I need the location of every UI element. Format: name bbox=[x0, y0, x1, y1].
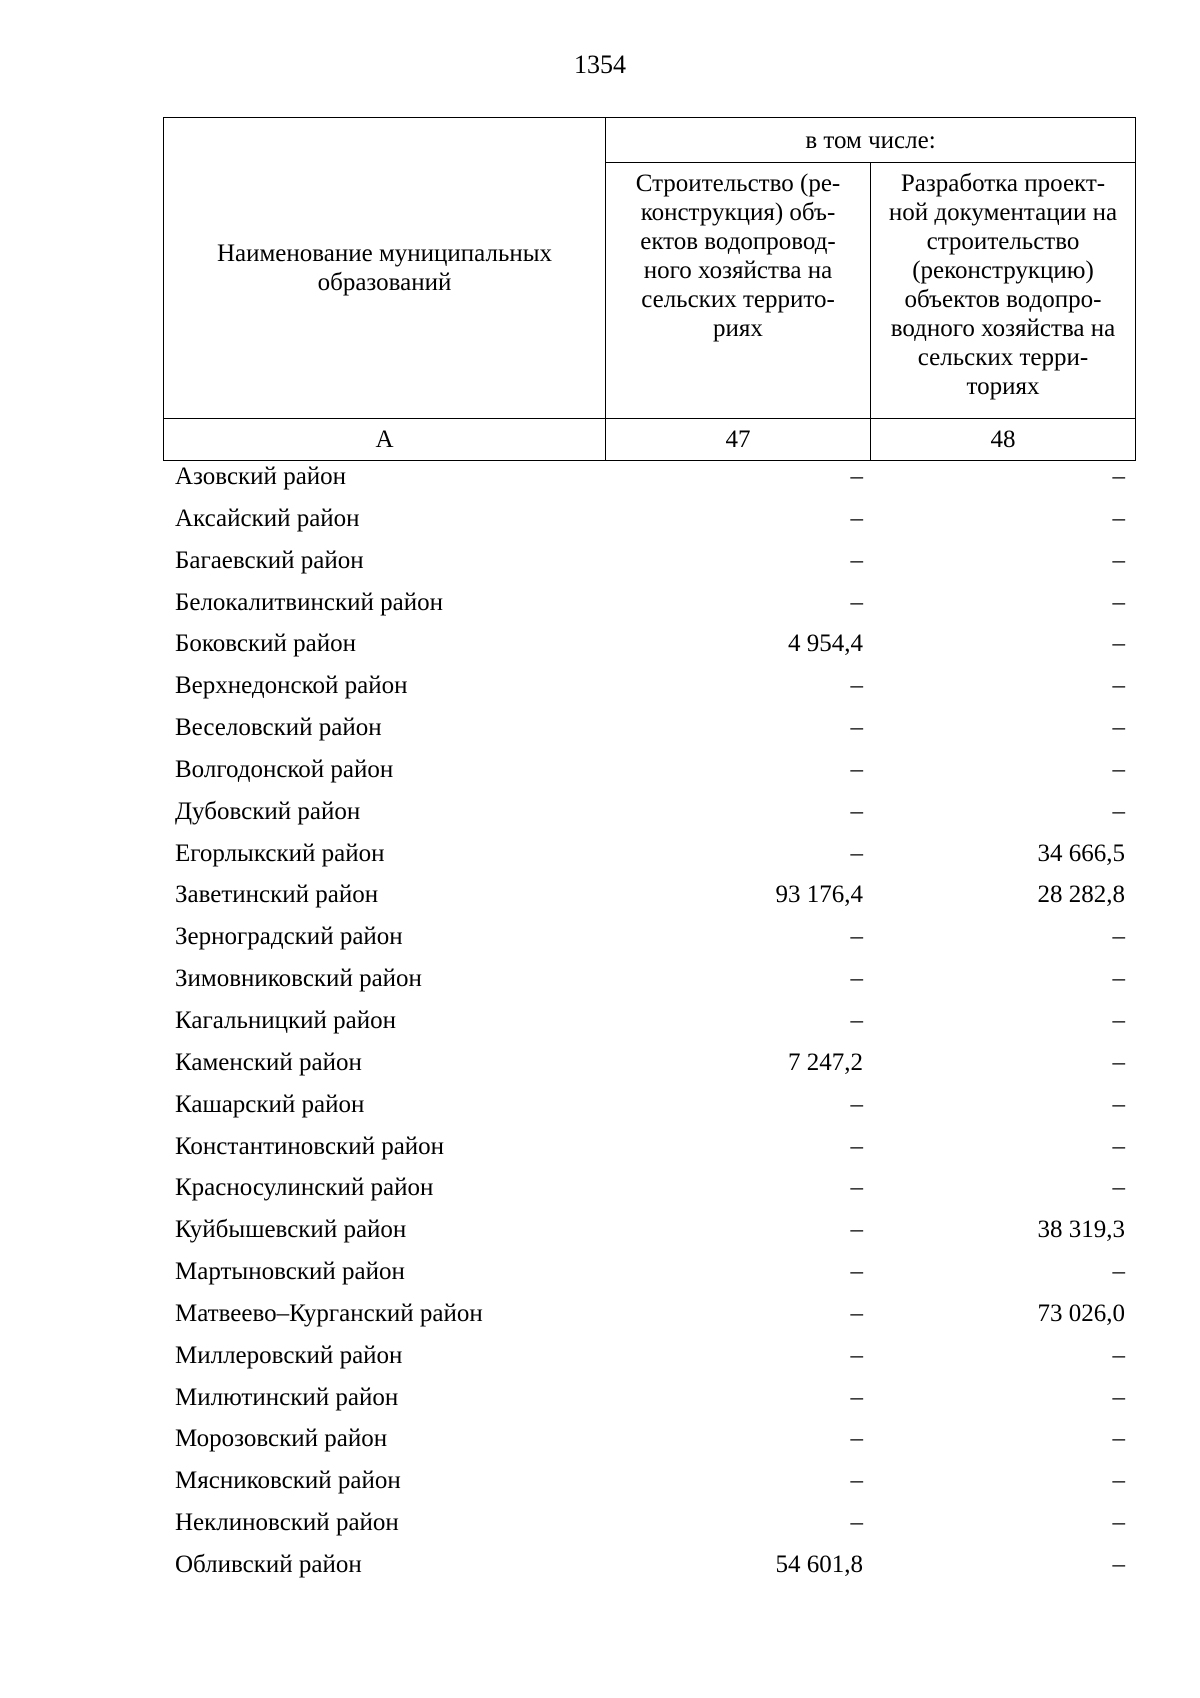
row-value-48: – bbox=[1112, 1425, 1125, 1453]
row-value-47: – bbox=[850, 965, 863, 993]
row-name: Азовский район bbox=[175, 463, 347, 490]
table-row bbox=[163, 1377, 1135, 1419]
row-name: Зерноградский район bbox=[175, 923, 403, 951]
row-value-47: – bbox=[850, 1258, 863, 1286]
row-value-48: 28 282,8 bbox=[1037, 881, 1125, 909]
row-value-48: – bbox=[1112, 463, 1125, 490]
row-value-48: 38 319,3 bbox=[1037, 1216, 1125, 1244]
row-name: Кагальницкий район bbox=[175, 1006, 397, 1034]
header-name-column-label: Наименование муниципальных образований bbox=[216, 240, 553, 296]
table-row bbox=[163, 707, 1135, 749]
table-row bbox=[163, 874, 1135, 916]
table-row bbox=[163, 833, 1135, 875]
row-value-48: – bbox=[1112, 1550, 1125, 1578]
row-value-48: – bbox=[1112, 1467, 1125, 1495]
header-index-a: А bbox=[164, 419, 606, 461]
table-row bbox=[163, 1335, 1135, 1377]
row-name: Константиновский район bbox=[175, 1132, 445, 1160]
row-value-47: – bbox=[850, 672, 863, 700]
table-row bbox=[163, 1084, 1135, 1126]
row-value-48: – bbox=[1112, 1090, 1125, 1118]
row-value-48: 73 026,0 bbox=[1037, 1299, 1125, 1327]
row-name: Зимовниковский район bbox=[175, 965, 422, 993]
table-row bbox=[163, 582, 1135, 624]
row-value-48: – bbox=[1112, 714, 1125, 742]
row-value-47: – bbox=[850, 463, 863, 490]
table-row bbox=[163, 665, 1135, 707]
row-name: Веселовский район bbox=[175, 714, 382, 742]
row-name: Егорлыкский район bbox=[175, 839, 385, 867]
table-row bbox=[163, 749, 1135, 791]
header-group-label: в том числе: bbox=[805, 126, 936, 154]
row-value-48: – bbox=[1112, 1132, 1125, 1160]
row-value-47: – bbox=[850, 755, 863, 783]
row-value-48: – bbox=[1112, 1509, 1125, 1537]
row-value-47: – bbox=[850, 588, 863, 616]
row-value-48: – bbox=[1112, 630, 1125, 658]
row-value-48: – bbox=[1112, 546, 1125, 574]
row-value-48: – bbox=[1112, 588, 1125, 616]
row-value-47: – bbox=[850, 1090, 863, 1118]
table-row bbox=[163, 1042, 1135, 1084]
row-value-48: – bbox=[1112, 965, 1125, 993]
row-value-48: – bbox=[1112, 1174, 1125, 1202]
table-row bbox=[163, 1502, 1135, 1544]
table-row bbox=[163, 791, 1135, 833]
row-name: Мартыновский район bbox=[175, 1258, 405, 1286]
row-name: Верхнедонской район bbox=[175, 672, 408, 700]
row-value-47: – bbox=[850, 1425, 863, 1453]
header-col-47-label: Строительство (ре- конструкция) объ- ектов водопровод- ного хозяйства на сельских террито- риях bbox=[635, 170, 841, 342]
table-row bbox=[163, 916, 1135, 958]
row-name: Миллеровский район bbox=[175, 1341, 403, 1369]
row-name: Кашарский район bbox=[175, 1090, 365, 1118]
row-name: Матвеево–Курганский район bbox=[175, 1299, 483, 1327]
row-value-47: – bbox=[850, 1383, 863, 1411]
header-col-48 bbox=[871, 163, 1136, 419]
table-row bbox=[163, 1000, 1135, 1042]
row-value-47: – bbox=[850, 1299, 863, 1327]
row-value-47: – bbox=[850, 1509, 863, 1537]
row-name: Аксайский район bbox=[175, 504, 360, 532]
table-row bbox=[163, 1251, 1135, 1293]
header-col-48-label: Разработка проект- ной документации на строительство (реконструкцию) объектов водопро- водного хозяйства на сельских терри- ториях bbox=[888, 170, 1118, 400]
table-body bbox=[163, 456, 1135, 1586]
row-name: Каменский район bbox=[175, 1048, 362, 1076]
row-name: Боковский район bbox=[175, 630, 356, 658]
table-row bbox=[163, 540, 1135, 582]
table-row bbox=[163, 1544, 1135, 1586]
table-row bbox=[163, 1460, 1135, 1502]
table-row bbox=[163, 498, 1135, 540]
row-name: Милютинский район bbox=[175, 1383, 399, 1411]
row-value-47: – bbox=[850, 1174, 863, 1202]
row-name: Красносулинский район bbox=[175, 1174, 434, 1202]
row-value-48: – bbox=[1112, 1048, 1125, 1076]
table-header bbox=[163, 117, 1136, 461]
header-name-column bbox=[164, 118, 606, 419]
row-value-48: – bbox=[1112, 923, 1125, 951]
row-name: Морозовский район bbox=[175, 1425, 388, 1453]
table-row bbox=[163, 1293, 1135, 1335]
row-value-47: – bbox=[850, 714, 863, 742]
header-group bbox=[606, 118, 1136, 163]
row-value-47: – bbox=[850, 839, 863, 867]
page-number: 1354 bbox=[574, 50, 626, 79]
row-value-47: – bbox=[850, 1341, 863, 1369]
header-col-47 bbox=[606, 163, 871, 419]
header-index-48: 48 bbox=[871, 419, 1136, 461]
row-name: Багаевский район bbox=[175, 546, 364, 574]
row-value-48: – bbox=[1112, 755, 1125, 783]
row-name: Куйбышевский район bbox=[175, 1216, 407, 1244]
row-value-47: 4 954,4 bbox=[788, 630, 863, 658]
table-row bbox=[163, 456, 1135, 498]
row-name: Дубовский район bbox=[175, 797, 361, 825]
table-row bbox=[163, 958, 1135, 1000]
row-value-47: 7 247,2 bbox=[788, 1048, 863, 1076]
row-value-47: – bbox=[850, 1216, 863, 1244]
row-value-48: 34 666,5 bbox=[1037, 839, 1125, 867]
row-value-48: – bbox=[1112, 797, 1125, 825]
row-name: Обливский район bbox=[175, 1550, 362, 1578]
row-value-47: 54 601,8 bbox=[775, 1550, 863, 1578]
row-value-47: – bbox=[850, 546, 863, 574]
row-value-48: – bbox=[1112, 1383, 1125, 1411]
table-row bbox=[163, 1418, 1135, 1460]
row-value-48: – bbox=[1112, 1341, 1125, 1369]
row-name: Неклиновский район bbox=[175, 1509, 399, 1537]
table-row bbox=[163, 1126, 1135, 1168]
row-value-47: – bbox=[850, 1006, 863, 1034]
row-value-48: – bbox=[1112, 1258, 1125, 1286]
row-value-47: – bbox=[850, 1132, 863, 1160]
row-value-47: 93 176,4 bbox=[775, 881, 863, 909]
row-value-48: – bbox=[1112, 1006, 1125, 1034]
table-row bbox=[163, 623, 1135, 665]
row-name: Мясниковский район bbox=[175, 1467, 401, 1495]
table-row bbox=[163, 1167, 1135, 1209]
row-name: Белокалитвинский район bbox=[175, 588, 443, 616]
row-value-47: – bbox=[850, 1467, 863, 1495]
row-value-48: – bbox=[1112, 504, 1125, 532]
row-value-47: – bbox=[850, 504, 863, 532]
row-name: Волгодонской район bbox=[175, 755, 394, 783]
row-value-47: – bbox=[850, 923, 863, 951]
row-value-47: – bbox=[850, 797, 863, 825]
header-index-47: 47 bbox=[606, 419, 871, 461]
row-name: Заветинский район bbox=[175, 881, 379, 909]
row-value-48: – bbox=[1112, 672, 1125, 700]
table-row bbox=[163, 1209, 1135, 1251]
